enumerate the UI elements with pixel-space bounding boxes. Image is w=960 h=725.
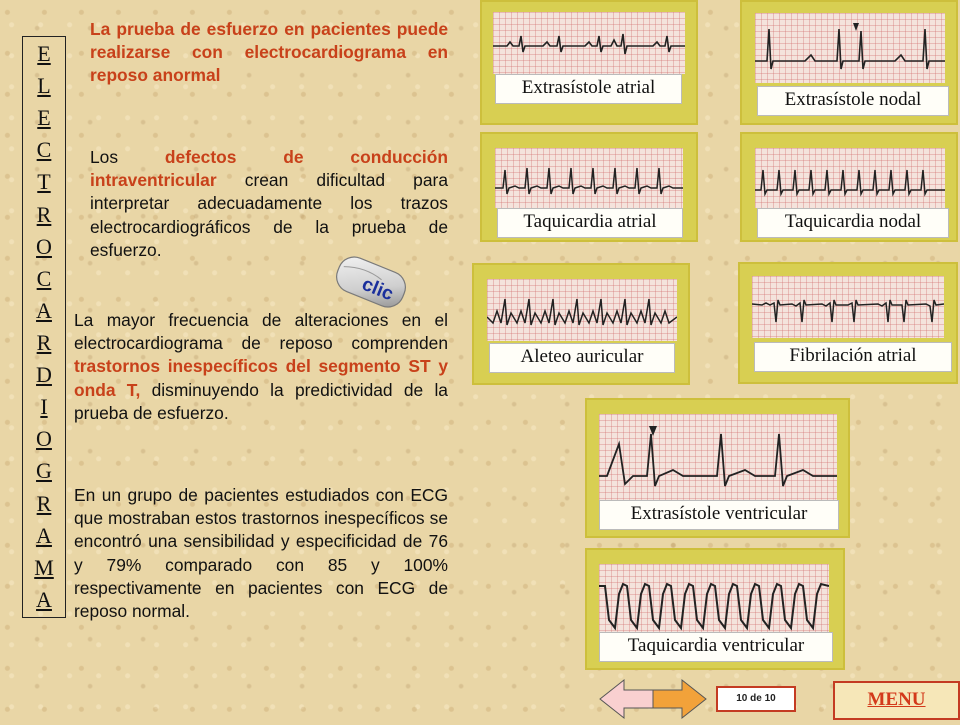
mouse-icon <box>330 254 412 310</box>
ecg-panel-taquicardia-ventricular[interactable] <box>585 548 845 670</box>
clic-button[interactable] <box>330 254 412 310</box>
ecg-label: Extrasístole ventricular <box>599 500 839 530</box>
clic-label: clic <box>358 273 397 306</box>
st-t-paragraph <box>74 309 448 425</box>
ecg-label: Taquicardia atrial <box>497 208 683 238</box>
ecg-label: Fibrilación atrial <box>754 342 952 372</box>
ecg-panel-taquicardia-atrial[interactable] <box>480 132 698 242</box>
text-span: En un grupo de pacientes estudiados con ECG que mostraban estos trastornos inespecíficos se encontró una sensibilidad y especificidad de 76 y 79% comparado con 85 y 100% respectivamente en pacientes con ECG de reposo normal. <box>74 485 448 622</box>
text-span: disminuyendo la predictividad de la prueba de esfuerzo. <box>74 379 448 423</box>
title-letter: E <box>37 41 51 66</box>
vertical-title-electrocardiograma <box>22 36 66 618</box>
title-letter: A <box>36 586 52 612</box>
ecg-panel-extrasistole-nodal[interactable] <box>740 0 958 125</box>
ecg-panel-extrasistole-atrial[interactable] <box>480 0 698 125</box>
ecg-strip <box>487 279 677 341</box>
menu-button[interactable]: MENU <box>833 681 960 720</box>
ecg-strip <box>599 564 829 632</box>
ecg-label: Taquicardia nodal <box>757 208 949 238</box>
ecg-panel-extrasistole-ventricular[interactable] <box>585 398 850 538</box>
page-counter: 10 de 10 <box>716 686 796 712</box>
ecg-strip <box>493 12 685 74</box>
title-letter: M <box>34 554 54 580</box>
ecg-label: Extrasístole atrial <box>495 74 682 104</box>
title-letter: C <box>36 137 52 163</box>
title-letter: D <box>36 362 52 388</box>
text-span: La mayor frecuencia de alteraciones en el electrocardiograma de reposo comprenden <box>74 310 448 354</box>
ecg-panel-fibrilacion-atrial[interactable] <box>738 262 958 384</box>
ecg-strip <box>755 13 945 83</box>
title-letter: C <box>36 265 52 291</box>
ecg-strip <box>495 148 683 208</box>
text-span: crean dificultad para interpretar adecuadamente los trazos electrocardiográficos de la prueba de esfuerzo. <box>90 170 448 260</box>
title-letter: E <box>37 105 51 131</box>
title-letter: O <box>36 233 52 259</box>
ecg-strip <box>755 148 945 208</box>
title-letter: G <box>36 458 52 484</box>
intro-paragraph <box>90 18 448 88</box>
ecg-label: Aleteo auricular <box>489 343 675 373</box>
highlight-span: defectos de conducción intraventricular <box>90 147 449 191</box>
title-letter: L <box>37 73 51 99</box>
title-letter: R <box>36 201 52 227</box>
title-letter: A <box>36 297 52 323</box>
ecg-strip <box>752 276 944 338</box>
text-span: Los <box>90 147 165 167</box>
navigation-arrows[interactable] <box>598 678 708 720</box>
title-letter: R <box>36 490 52 516</box>
ecg-panel-aleteo-auricular[interactable] <box>472 263 690 385</box>
ecg-strip <box>599 414 837 500</box>
title-letter: T <box>37 169 51 195</box>
title-letter: O <box>36 426 52 452</box>
highlight-span: trastornos inespecíficos del segmento ST y onda T, <box>74 356 448 400</box>
prev-next-arrow-icon <box>598 678 708 720</box>
intro-text: La prueba de esfuerzo en pacientes puede realizarse con electrocardiograma en reposo anormal <box>90 19 448 86</box>
title-letter: I <box>40 394 48 420</box>
title-letter: A <box>36 522 52 548</box>
ecg-panel-taquicardia-nodal[interactable] <box>740 132 958 242</box>
study-paragraph <box>74 484 448 623</box>
title-letter: R <box>36 329 52 355</box>
conduction-defects-paragraph <box>90 146 448 262</box>
ecg-label: Taquicardia ventricular <box>599 632 833 662</box>
ecg-label: Extrasístole nodal <box>757 86 949 116</box>
